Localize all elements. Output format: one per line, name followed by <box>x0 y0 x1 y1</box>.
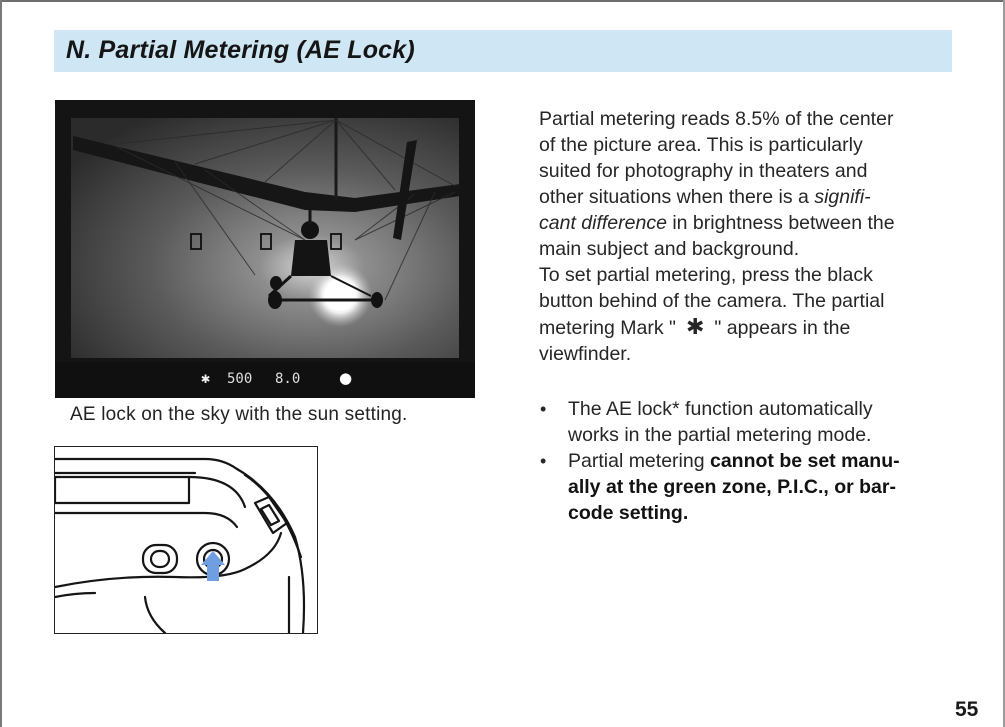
list-item-text <box>568 396 949 448</box>
warning-text: ally at the green zone, P.I.C., or bar- <box>568 476 896 498</box>
viewfinder-photo-illustration <box>55 100 475 398</box>
viewfinder-aperture-readout: 8.0 <box>275 371 301 387</box>
page-frame-top <box>0 0 1005 2</box>
list-item <box>539 396 949 448</box>
text-line: Partial metering reads 8.5% of the center <box>539 108 894 130</box>
text-line: of the picture area. This is particularly <box>539 134 863 156</box>
bullet-icon: • <box>540 399 547 419</box>
paragraph-partial-metering <box>539 106 949 262</box>
emphasis-text: signifi- <box>814 186 871 208</box>
emphasis-text: cant difference <box>539 212 667 234</box>
notes-list <box>539 396 949 526</box>
warning-text: cannot be set manu- <box>709 450 900 472</box>
page-frame-left <box>0 0 2 727</box>
text-line: button behind of the camera. The partial <box>539 290 885 312</box>
list-item-text <box>568 448 949 526</box>
viewfinder-focus-indicator: ● <box>339 369 353 387</box>
page-number: 55 <box>955 698 979 721</box>
text-line: viewfinder. <box>539 343 632 365</box>
warning-text: code setting. <box>568 502 689 524</box>
text-line: suited for photography in theaters and <box>539 160 868 182</box>
text-line: Partial metering <box>568 450 710 472</box>
body-text <box>539 106 949 367</box>
bullet-icon: • <box>540 451 547 471</box>
partial-metering-mark-icon: ✱ <box>685 314 705 339</box>
list-item <box>539 448 949 526</box>
text-line: in brightness between the <box>666 212 895 234</box>
camera-back-diagram <box>54 446 318 634</box>
text-line: works in the partial metering mode. <box>568 424 872 446</box>
camera-back-button-diagram-icon <box>55 447 317 633</box>
text-line: " appears in the <box>714 317 851 339</box>
page-title: N. Partial Metering (AE Lock) <box>66 36 415 64</box>
paragraph-how-to-set <box>539 262 949 367</box>
text-line: To set partial metering, press the black <box>539 264 873 286</box>
photo-caption: AE lock on the sky with the sun setting. <box>70 404 408 425</box>
text-line: other situations when there is a <box>539 186 815 208</box>
viewfinder-partial-mark: ✱ <box>201 369 211 387</box>
text-line: metering Mark " <box>539 317 676 339</box>
text-line: The AE lock* function automatically <box>568 398 873 420</box>
viewfinder-shutter-readout: 500 <box>227 371 253 387</box>
text-line: main subject and background. <box>539 238 800 260</box>
viewfinder-photo <box>55 100 475 398</box>
